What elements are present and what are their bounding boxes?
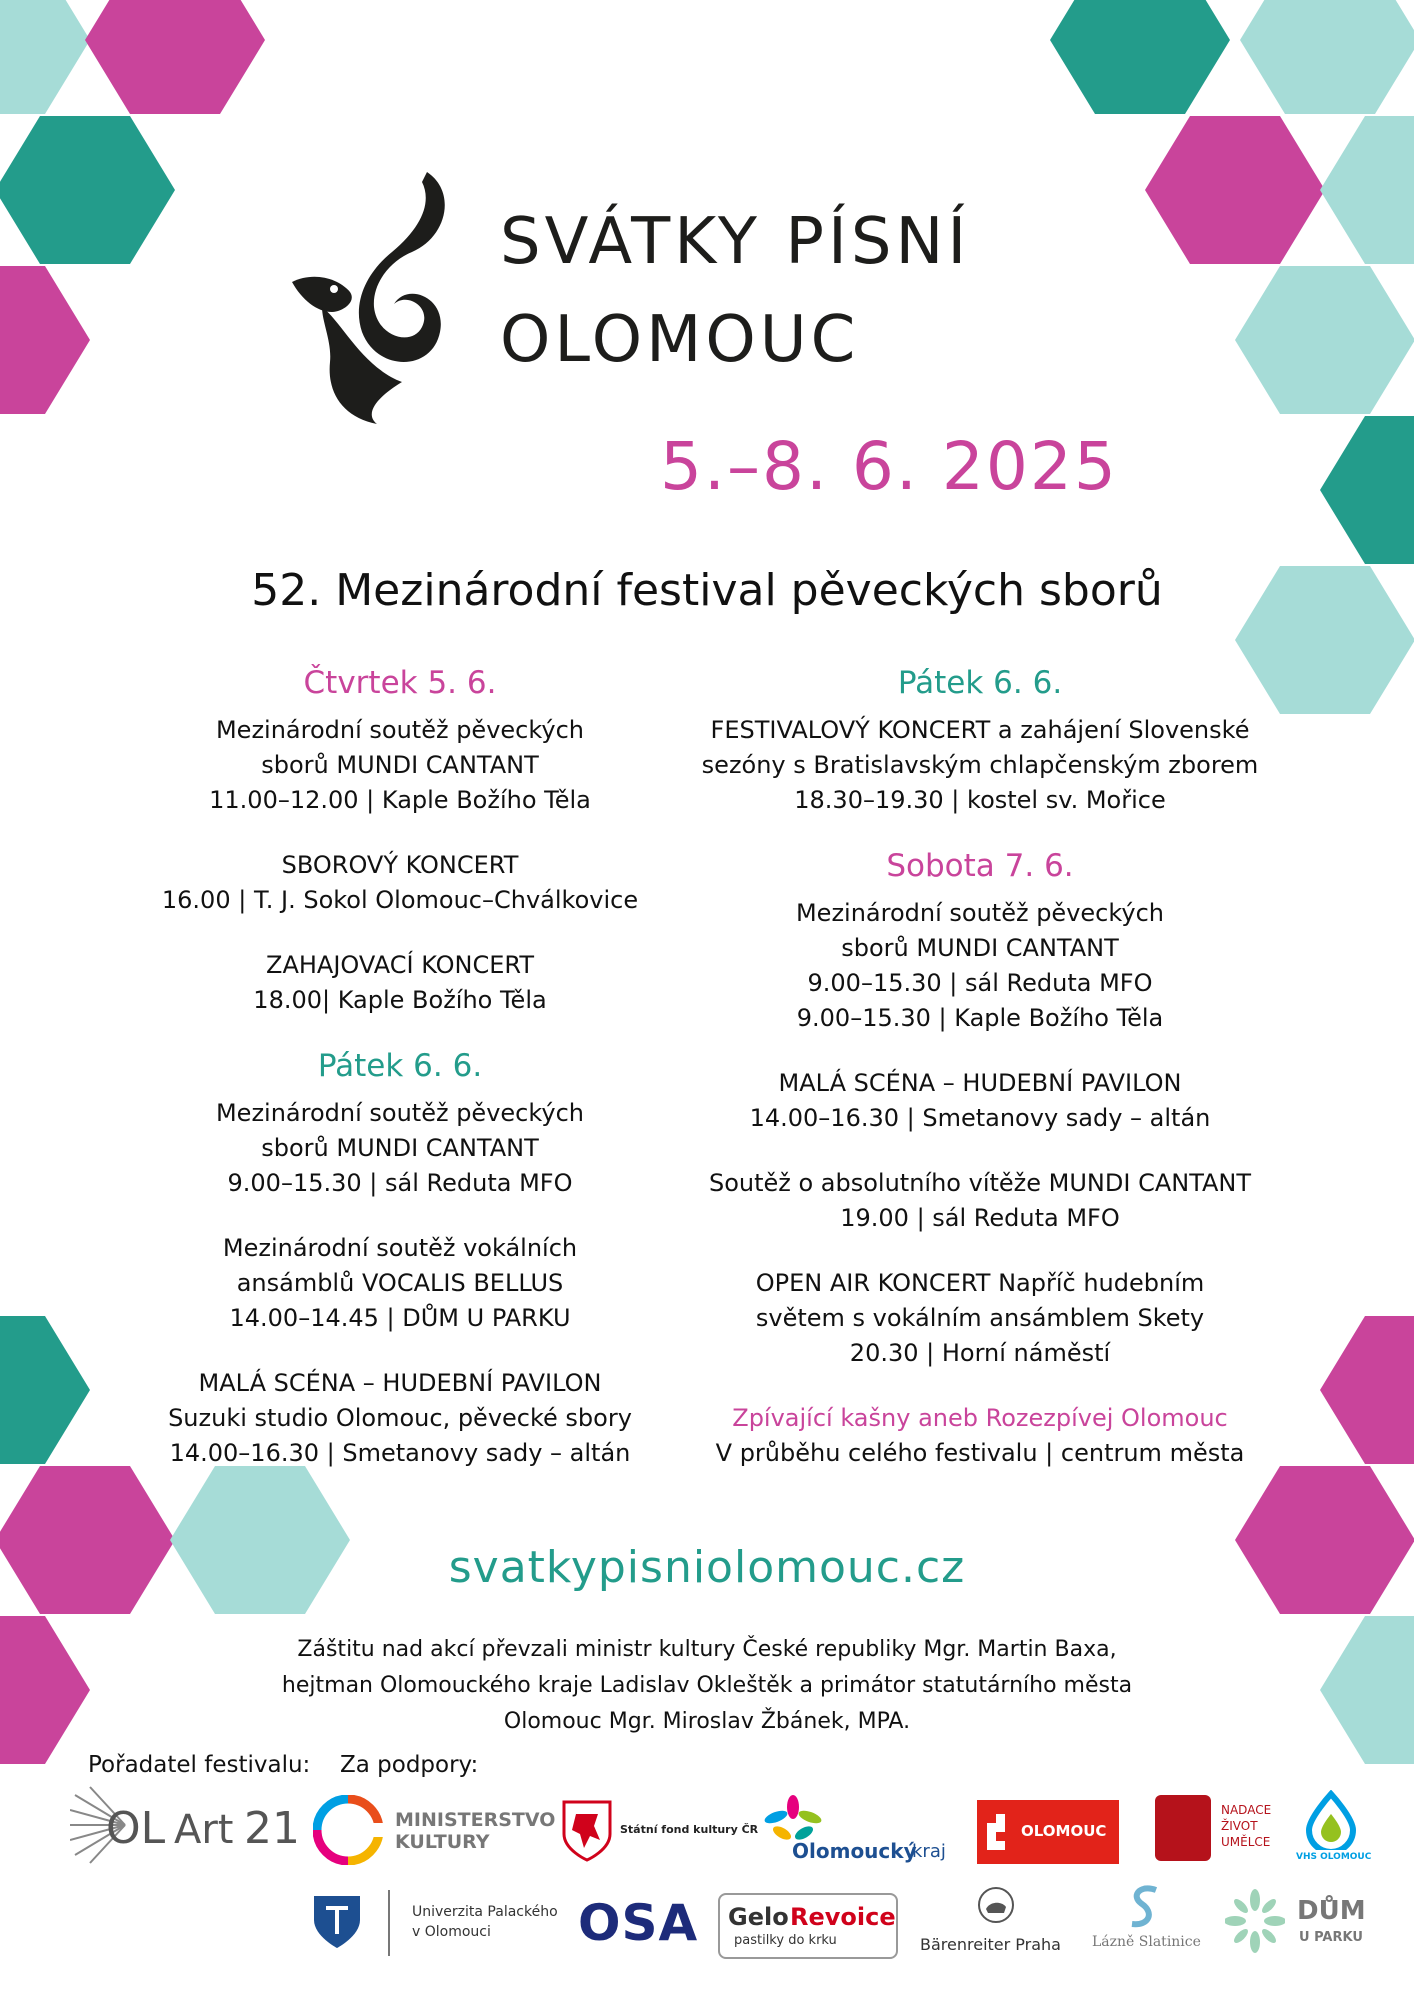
program-event: [120, 1096, 680, 1201]
statni-fond-kultury-logo: [562, 1800, 759, 1864]
event-line: Mezinárodní soutěž pěveckých: [795, 899, 1165, 927]
event-line: 9.00–15.30 | sál Reduta MFO: [807, 969, 1153, 997]
event-highlight: Zpívající kašny aneb Rozezpívej Olomouc: [732, 1404, 1228, 1432]
festival-title-line2: OLOMOUC: [500, 303, 860, 377]
upol-shield-icon: [312, 1894, 362, 1950]
day-heading: Pátek 6. 6.: [897, 665, 1063, 701]
nadace-zivot-umelce-logo: [1155, 1795, 1275, 1865]
olart21-logo: [70, 1785, 300, 1865]
program-event: [700, 1266, 1260, 1371]
olart-text-a: OL: [106, 1803, 166, 1854]
ministry-text-1: MINISTERSTVO: [395, 1809, 556, 1831]
lazne-text: Lázně Slatinice: [1092, 1934, 1201, 1950]
city-checker-square: [987, 1814, 996, 1823]
day-heading: Čtvrtek 5. 6.: [303, 665, 497, 701]
event-line: 14.00–16.30 | Smetanovy sady – altán: [169, 1439, 631, 1467]
program-event: [120, 848, 680, 918]
patronage-line: hejtman Olomouckého kraje Ladislav Okleštěk a primátor statutárního města: [281, 1673, 1133, 1698]
nadace-text-3: UMĚLCE: [1221, 1835, 1271, 1849]
event-line: světem s vokálním ansámblem Skety: [755, 1304, 1205, 1332]
flower-icon: [758, 1795, 828, 1845]
event-line: OPEN AIR KONCERT Napříč hudebním: [755, 1269, 1205, 1297]
hexagon-shape: [1235, 266, 1414, 414]
lazne-slatinice-logo: [1090, 1882, 1210, 1968]
barenreiter-logo: [920, 1885, 1070, 1965]
day-heading: Pátek 6. 6.: [317, 1048, 483, 1084]
event-line: Mezinárodní soutěž pěveckých: [215, 1099, 585, 1127]
event-line: 9.00–15.30 | Kaple Božího Těla: [796, 1004, 1164, 1032]
event-line: sborů MUNDI CANTANT: [261, 751, 539, 779]
ministry-circle-icon: [313, 1795, 383, 1865]
event-line: sborů MUNDI CANTANT: [841, 934, 1119, 962]
upol-text-2: v Olomouci: [412, 1924, 491, 1940]
event-line: SBOROVÝ KONCERT: [281, 851, 519, 879]
ministerstvo-kultury-logo: [313, 1795, 556, 1869]
ministry-text-2: KULTURY: [395, 1831, 490, 1853]
program-event: [120, 713, 680, 818]
vhs-text: VHS OLOMOUC: [1296, 1852, 1372, 1862]
hexagon-shape: [1320, 1316, 1414, 1464]
event-line: 11.00–12.00 | Kaple Božího Těla: [209, 786, 591, 814]
event-line: sborů MUNDI CANTANT: [261, 1134, 539, 1162]
event-line: V průběhu celého festivalu | centrum města: [715, 1439, 1245, 1467]
czech-lion-shield-icon: [562, 1800, 612, 1862]
event-line: sezóny s Bratislavským chlapčenským zborem: [701, 751, 1259, 779]
program-event: [120, 1231, 680, 1336]
water-drop-icon: [1301, 1790, 1361, 1850]
olart-text-c: 21: [244, 1803, 300, 1854]
event-line: 18.30–19.30 | kostel sv. Mořice: [794, 786, 1166, 814]
vhs-olomouc-logo: [1296, 1790, 1372, 1868]
hexagon-shape: [0, 0, 90, 114]
organizer-label: Pořadatel festivalu:: [88, 1752, 311, 1778]
olomouc-logo-text: OLOMOUC: [1021, 1822, 1107, 1840]
lazne-s-icon: [1120, 1882, 1170, 1932]
patronage-line: Záštitu nad akcí převzali ministr kultury České republiky Mgr. Martin Baxa,: [297, 1637, 1117, 1662]
website-link[interactable]: svatkypisniolomouc.cz: [448, 1542, 966, 1593]
okraj-text-a: Olomoucký: [792, 1839, 917, 1863]
event-line: 18.00| Kaple Božího Těla: [253, 986, 547, 1014]
upol-divider: [388, 1890, 390, 1956]
hexagon-shape: [1240, 0, 1414, 114]
upol-text-1: Univerzita Palackého: [412, 1904, 558, 1920]
nadace-text-1: NADACE: [1221, 1803, 1272, 1817]
program-event: [700, 1401, 1260, 1471]
bear-emblem-icon: [976, 1885, 1016, 1925]
bird-clef-logo-icon: [282, 162, 462, 432]
event-line: Mezinárodní soutěž vokálních: [222, 1234, 578, 1262]
right-program-column: [700, 665, 1260, 1471]
event-line: 9.00–15.30 | sál Reduta MFO: [227, 1169, 573, 1197]
univerzita-palackeho-logo: [312, 1890, 572, 1960]
event-line: 19.00 | sál Reduta MFO: [840, 1204, 1120, 1232]
event-line: 16.00 | T. J. Sokol Olomouc–Chválkovice: [161, 886, 639, 914]
barenreiter-text: Bärenreiter Praha: [920, 1935, 1061, 1954]
gelo-sub: pastilky do krku: [734, 1933, 837, 1948]
gelorevoice-logo: [718, 1893, 898, 1959]
left-program-column: [120, 665, 680, 1471]
event-line: ZAHAJOVACÍ KONCERT: [266, 951, 534, 979]
support-label: Za podpory:: [340, 1752, 479, 1778]
sfk-text: Státní fond kultury ČR: [620, 1823, 759, 1836]
event-line: 14.00–16.30 | Smetanovy sady – altán: [749, 1104, 1211, 1132]
hexagon-shape: [0, 1316, 90, 1464]
program-event: [700, 1066, 1260, 1136]
olomoucky-kraj-logo: [758, 1795, 958, 1870]
festival-subtitle: 52. Mezinárodní festival pěveckých sborů: [251, 565, 1163, 616]
olomouc-city-logo: [977, 1800, 1119, 1864]
hexagon-shape: [1145, 116, 1325, 264]
hexagon-shape: [1320, 1616, 1414, 1764]
gelo-text-b: Revoice: [790, 1903, 896, 1931]
gelo-text-a: Gelo: [728, 1903, 789, 1931]
event-line: FESTIVALOVÝ KONCERT a zahájení Slovenské: [710, 716, 1250, 744]
leaf-ornament-icon: [1225, 1888, 1285, 1954]
event-line: Soutěž o absolutního vítěže MUNDI CANTANT: [708, 1169, 1252, 1197]
dum-u-parku-logo: [1225, 1888, 1365, 1962]
hexagon-shape: [0, 116, 175, 264]
event-line: MALÁ SCÉNA – HUDEBNÍ PAVILON: [198, 1369, 602, 1397]
osa-logo: OSA: [578, 1894, 699, 1952]
festival-date: 5.–8. 6. 2025: [660, 428, 1118, 505]
event-line: MALÁ SCÉNA – HUDEBNÍ PAVILON: [778, 1069, 1182, 1097]
nadace-text-2: ŽIVOT: [1221, 1819, 1258, 1833]
day-heading: Sobota 7. 6.: [886, 848, 1074, 884]
hexagon-shape: [85, 0, 265, 114]
okraj-text-b: kraj: [912, 1841, 946, 1862]
event-line: Suzuki studio Olomouc, pěvecké sbory: [168, 1404, 632, 1432]
hexagon-shape: [1320, 416, 1414, 564]
hexagon-shape: [1050, 0, 1230, 114]
event-line: Mezinárodní soutěž pěveckých: [215, 716, 585, 744]
hexagon-shape: [0, 266, 90, 414]
olart-text-b: Art: [174, 1807, 234, 1853]
hexagon-shape: [0, 1616, 90, 1764]
event-line: 14.00–14.45 | DŮM U PARKU: [229, 1304, 571, 1332]
dum-text-1: DŮM: [1297, 1896, 1366, 1926]
program-event: [700, 1166, 1260, 1236]
program-event: [120, 948, 680, 1018]
event-line: 20.30 | Horní náměstí: [849, 1339, 1111, 1367]
festival-title-line1: SVÁTKY PÍSNÍ: [500, 205, 971, 279]
program-event: [120, 1366, 680, 1471]
program-event: [700, 896, 1260, 1036]
dum-text-2: U PARKU: [1299, 1930, 1363, 1945]
patronage-text: [150, 1632, 1264, 1740]
program-event: [700, 713, 1260, 818]
patronage-line: Olomouc Mgr. Miroslav Žbánek, MPA.: [503, 1709, 911, 1734]
hexagon-shape: [1320, 116, 1414, 264]
event-line: ansámblů VOCALIS BELLUS: [236, 1269, 564, 1297]
city-checker-square: [996, 1832, 1005, 1841]
nadace-emblem-icon: [1155, 1795, 1211, 1861]
